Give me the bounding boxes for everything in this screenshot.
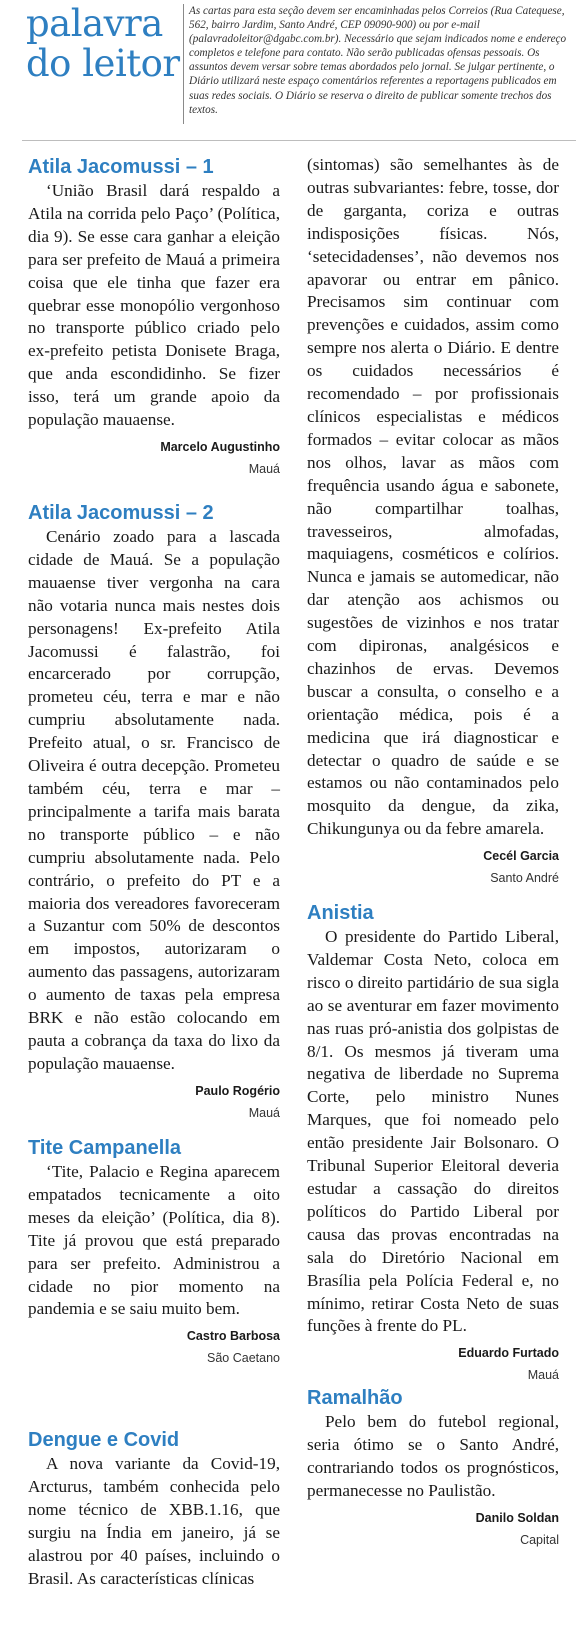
letter-author: Castro Barbosa <box>186 1329 280 1344</box>
letter-author: Paulo Rogério <box>195 1083 280 1098</box>
letter-body: ‘Tite, Palacio e Regina aparecem empatados tecnicamente a oito meses da eleição’ (Política, dia 8). Tite já provou que está preparado para ser prefeito. Administrou a cidade no pior momento na pandemia e se saiu muito bem. <box>28 1162 280 1319</box>
letter-signature <box>307 845 559 889</box>
letter-title: Ramalhão <box>307 1387 403 1409</box>
header-divider <box>22 140 576 141</box>
section-title-line1: palavra <box>26 2 163 45</box>
letter-author: Eduardo Furtado <box>458 1346 559 1361</box>
letter-title: Tite Campanella <box>28 1137 182 1159</box>
letter-body: Pelo bem do futebol regional, seria ótimo se o Santo André, contrariando todos os prognósticos, permanecesse no Paulistão. <box>307 1412 559 1500</box>
letter-signature <box>28 1080 280 1124</box>
letter-author: Danilo Soldan <box>475 1510 559 1525</box>
letter-title: Dengue e Covid <box>28 1429 180 1451</box>
letter-city: Santo André <box>490 871 559 886</box>
letter-city: Mauá <box>527 1368 559 1383</box>
letter-signature <box>307 1507 559 1551</box>
letter-title: Anistia <box>307 902 374 924</box>
letter-ramalhao <box>307 1385 559 1551</box>
section-title-line2: do leitor <box>26 42 180 85</box>
section-title <box>26 4 180 84</box>
letter-signature <box>28 1325 280 1369</box>
letter-body: Cenário zoado para a lascada cidade de Mauá. Se a população mauaense tiver vergonha na cara não votaria nunca mais nestes dois personagens! Ex-prefeito Atila Jacomussi é falastrão, foi encarcerado por corrupção, prometeu céu, terra e mar e não cumpriu absolutamente nada. Prefeito atual, o sr. Francisco de Oliveira é outra decepção. Prometeu também céu, terra e mar – principalmente a tarifa mais barata no transporte público – e não cumpriu absolutamente nada. Pelo contrário, o prefeito do PT e a maioria dos vereadores favoreceram a Suzantur com 50% de descontos em impostos, autorizaram o aumento das passagens, autorizaram o aumento de taxas pela empresa BRK e não estão colocando em pauta a cobrança da taxa do lixo da população mauaense. <box>28 527 280 1073</box>
left-column <box>28 154 280 1604</box>
letter-body: A nova variante da Covid-19, Arcturus, também conhecida pelo nome técnico de XBB.1.16, que surgiu na Índia em janeiro, já se alastrou por 40 países, incluindo o Brasil. As características clínicas <box>28 1454 280 1588</box>
letter-anistia <box>307 900 559 1412</box>
letter-author: Marcelo Augustinho <box>160 439 280 454</box>
letter-body: (sintomas) são semelhantes às de outras subvariantes: febre, tosse, dor de garganta, coriza e outras indisposições físicas. Nós, ‘setecidadenses’, não devemos nos apavorar ou entrar em pânico. Precisamos sim continuar com prevenções e cuidados, assim como sempre nos alerta o Diário. E dentre os cuidados necessários é recomendado – por profissionais clínicos especialistas e médicos formados – evitar colocar as mãos nos olhos, lavar as mãos com frequência usando água e sabonete, não compartilhar toalhas, travesseiros, almofadas, maquiagens, cosméticos e colírios. Nunca e jamais se automedicar, não dar atenção aos achismos ou sugestões de vizinhos e nos tratar com dipironas, analgésicos e chazinhos de ervas. Devemos buscar a consulta, o conselho e a orientação médica, pois é a medicina que irá diagnosticar e detectar o quadro de saúde e se estamos ou não contaminados pelo mosquito da dengue, da zika, Chikungunya ou da febre amarela. <box>307 155 559 839</box>
letter-dengue-continued <box>307 154 559 886</box>
letter-tite <box>28 1135 280 1413</box>
section-header <box>0 0 588 145</box>
letter-city: Mauá <box>248 461 280 476</box>
letter-city: São Caetano <box>207 1351 280 1366</box>
letter-dengue <box>28 1427 280 1590</box>
letter-signature <box>307 1342 559 1386</box>
letter-atila-2 <box>28 500 280 1121</box>
letter-body: ‘União Brasil dará respaldo a Atila na corrida pelo Paço’ (Política, dia 9). Se esse cara ganhar a eleição para ser prefeito de Mauá a primeira coisa que ele tinha que fazer era quebrar esse monopólio vergonhoso no transporte público criado pelo ex-prefeito petista Donisete Braga, que anda escondidinho. Se fizer isso, terá um grande apoio da população mauaense. <box>28 181 280 430</box>
letter-signature <box>28 436 280 480</box>
right-column <box>307 154 559 1547</box>
letter-title: Atila Jacomussi – 1 <box>28 156 214 178</box>
letter-title: Atila Jacomussi – 2 <box>28 502 214 524</box>
letter-author: Cecél Garcia <box>483 849 559 864</box>
letter-city: Capital <box>520 1532 559 1547</box>
letter-atila-1 <box>28 154 280 486</box>
letter-city: Mauá <box>248 1105 280 1120</box>
title-divider <box>183 4 184 124</box>
letter-body: O presidente do Partido Liberal, Valdemar Costa Neto, coloca em risco o direito partidário de sua sigla ao se aventurar em fazer movimento nas ruas pró-anistia dos golpistas de 8/1. Os mesmos já tiveram uma negativa de liberdade no Suprema Corte, pelo ministro Nunes Marques, que foi nomeado pelo então presidente Jair Bolsonaro. O Tribunal Superior Eleitoral deveria estudar a cassação do direitos políticos do Partido Liberal por causa das provas encontradas na sala do Diretório Nacional em Brasília pela Polícia Federal e, no mínimo, retirar Costa Neto de suas funções à frente do PL. <box>307 927 559 1336</box>
section-intro: As cartas para esta seção devem ser encaminhadas pelos Correios (Rua Catequese, 562, bairro Jardim, Santo André, CEP 09090-900) ou por e-mail (palavradoleitor@dgabc.com.br). Necessário que sejam indicados nome e endereço completos e telefone para contato. Não serão publicadas ofensas pessoais. Os assuntos devem versar sobre temas abordados pelo jornal. Se julgar pertinente, o Diário utilizará neste espaço comentários referentes a reportagens publicados em suas redes sociais. O Diário se reserva o direito de publicar somente trechos dos textos. <box>189 5 567 116</box>
